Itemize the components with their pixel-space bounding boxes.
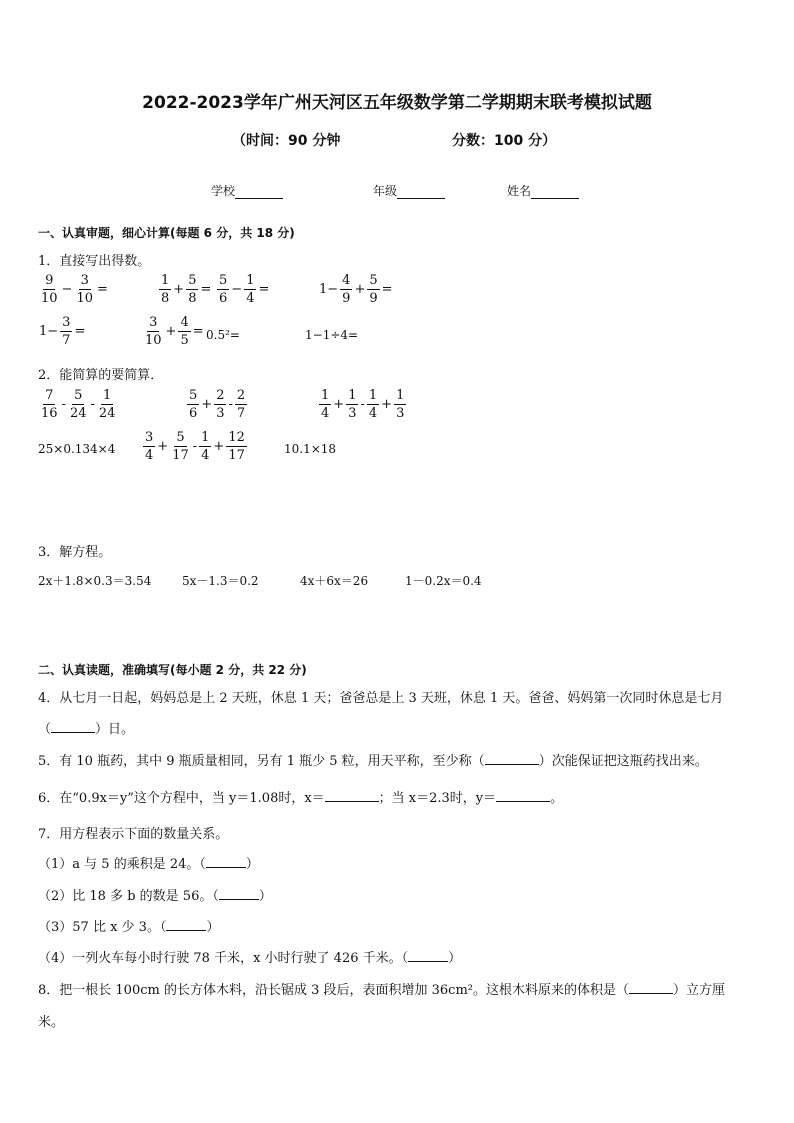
q5-text: 5．有 10 瓶药，其中 9 瓶质量相同，另有 1 瓶少 5 粒，用天平称，至少称（ ）次能保证把这瓶药找出来。 (38, 754, 708, 769)
school-label: 学校 (211, 184, 236, 198)
school-blank[interactable] (235, 186, 283, 199)
q1-expr-g: 0.5²= (206, 328, 240, 342)
q2-expr-d: 25×0.134×4 (38, 442, 116, 456)
q2-expr-c: $\frac{1}{4}$ + $\frac{1}{3}$ - $\frac{1}{4}$ + $\frac{1}{3}$ (321, 388, 405, 421)
q4-answer-line: （ ）日。 (38, 722, 135, 737)
section2-title: 二、认真读题，准确填写(每小题 2 分，共 22 分) (38, 663, 307, 677)
q1-label: 1．直接写出得数。 (38, 254, 151, 269)
q2-expr-e: $\frac{3}{4}$ + $\frac{5}{17}$ - $\frac{1}{4}$ + $\frac{12}{17}$ (145, 430, 245, 463)
q7-item-4: （4）一列火车每小时行驶 78 千米，x 小时行驶了 426 千米。（ ） (38, 951, 462, 966)
q3-eq2: 5x－1.3＝0.2 (182, 574, 259, 588)
grade-blank[interactable] (397, 186, 445, 199)
q1-expr-c: $\frac{5}{6}$ − $\frac{1}{4}$ = (219, 273, 270, 306)
q7-blank-1[interactable] (206, 855, 246, 868)
q1-expr-f: $\frac{3}{10}$ + $\frac{4}{5}$ = (145, 315, 204, 348)
name-label: 姓名 (507, 184, 532, 198)
q1-expr-d: 1− $\frac{4}{9}$ + $\frac{5}{9}$ = (319, 273, 393, 306)
name-blank[interactable] (531, 186, 579, 199)
q4-text: 4．从七月一日起，妈妈总是上 2 天班，休息 1 天；爸爸总是上 3 天班，休息 1 天。爸爸、妈妈第一次同时休息是七月 (38, 691, 724, 706)
q7-label: 7．用方程表示下面的数量关系。 (38, 827, 229, 842)
q5-blank[interactable] (485, 752, 539, 765)
q6-blank-y[interactable] (496, 789, 550, 802)
exam-score: 分数：100 分） (452, 133, 557, 149)
q7-item-2: （2）比 18 多 b 的数是 56。（ ） (38, 889, 272, 904)
school-field (211, 182, 283, 199)
page-title: 2022-2023学年广州天河区五年级数学第二学期期末联考模拟试题 (142, 93, 652, 113)
q8-blank[interactable] (629, 981, 673, 994)
q3-eq3: 4x＋6x＝26 (300, 574, 369, 588)
exam-time: （时间：90 分钟 (232, 133, 341, 149)
grade-label: 年级 (373, 184, 398, 198)
q1-expr-a: $\frac{9}{10}$ − $\frac{3}{10}$ = (41, 273, 108, 306)
q2-expr-a: $\frac{7}{16}$ - $\frac{5}{24}$ - $\frac{1}{24}$ (41, 388, 116, 421)
grade-field (373, 182, 445, 199)
q1-expr-e: 1− $\frac{3}{7}$ = (39, 315, 86, 348)
q6-blank-x[interactable] (325, 789, 379, 802)
q3-eq4: 1－0.2x＝0.4 (405, 574, 482, 588)
q3-label: 3．解方程。 (38, 545, 112, 560)
q2-label: 2．能简算的要简算． (38, 368, 164, 383)
q3-eq1: 2x＋1.8×0.3＝3.54 (38, 574, 152, 588)
q7-blank-4[interactable] (408, 949, 448, 962)
q8-text: 8．把一根长 100cm 的长方体木料，沿长锯成 3 段后，表面积增加 36cm²。这根木料原来的体积是（ ）立方厘 (38, 983, 726, 998)
q7-blank-2[interactable] (219, 887, 259, 900)
q7-item-1: （1）a 与 5 的乘积是 24。（ ） (38, 857, 259, 872)
q1-expr-h: 1−1÷4= (305, 328, 359, 342)
q7-blank-3[interactable] (166, 918, 206, 931)
q2-expr-f: 10.1×18 (284, 442, 337, 456)
name-field (507, 182, 579, 199)
q4-blank[interactable] (51, 720, 95, 733)
section1-title: 一、认真审题，细心计算(每题 6 分，共 18 分) (38, 226, 295, 240)
q1-expr-b: $\frac{1}{8}$ + $\frac{5}{8}$ = (161, 273, 212, 306)
q7-item-3: （3）57 比 x 少 3。（ ） (38, 920, 220, 935)
q8-text-cont: 米。 (38, 1015, 65, 1030)
q6-text: 6．在“0.9x＝y”这个方程中，当 y＝1.08时，x＝ ；当 x＝2.3时，y＝ 。 (38, 791, 564, 806)
q2-expr-b: $\frac{5}{6}$ + $\frac{2}{3}$ - $\frac{2}{7}$ (189, 388, 246, 421)
